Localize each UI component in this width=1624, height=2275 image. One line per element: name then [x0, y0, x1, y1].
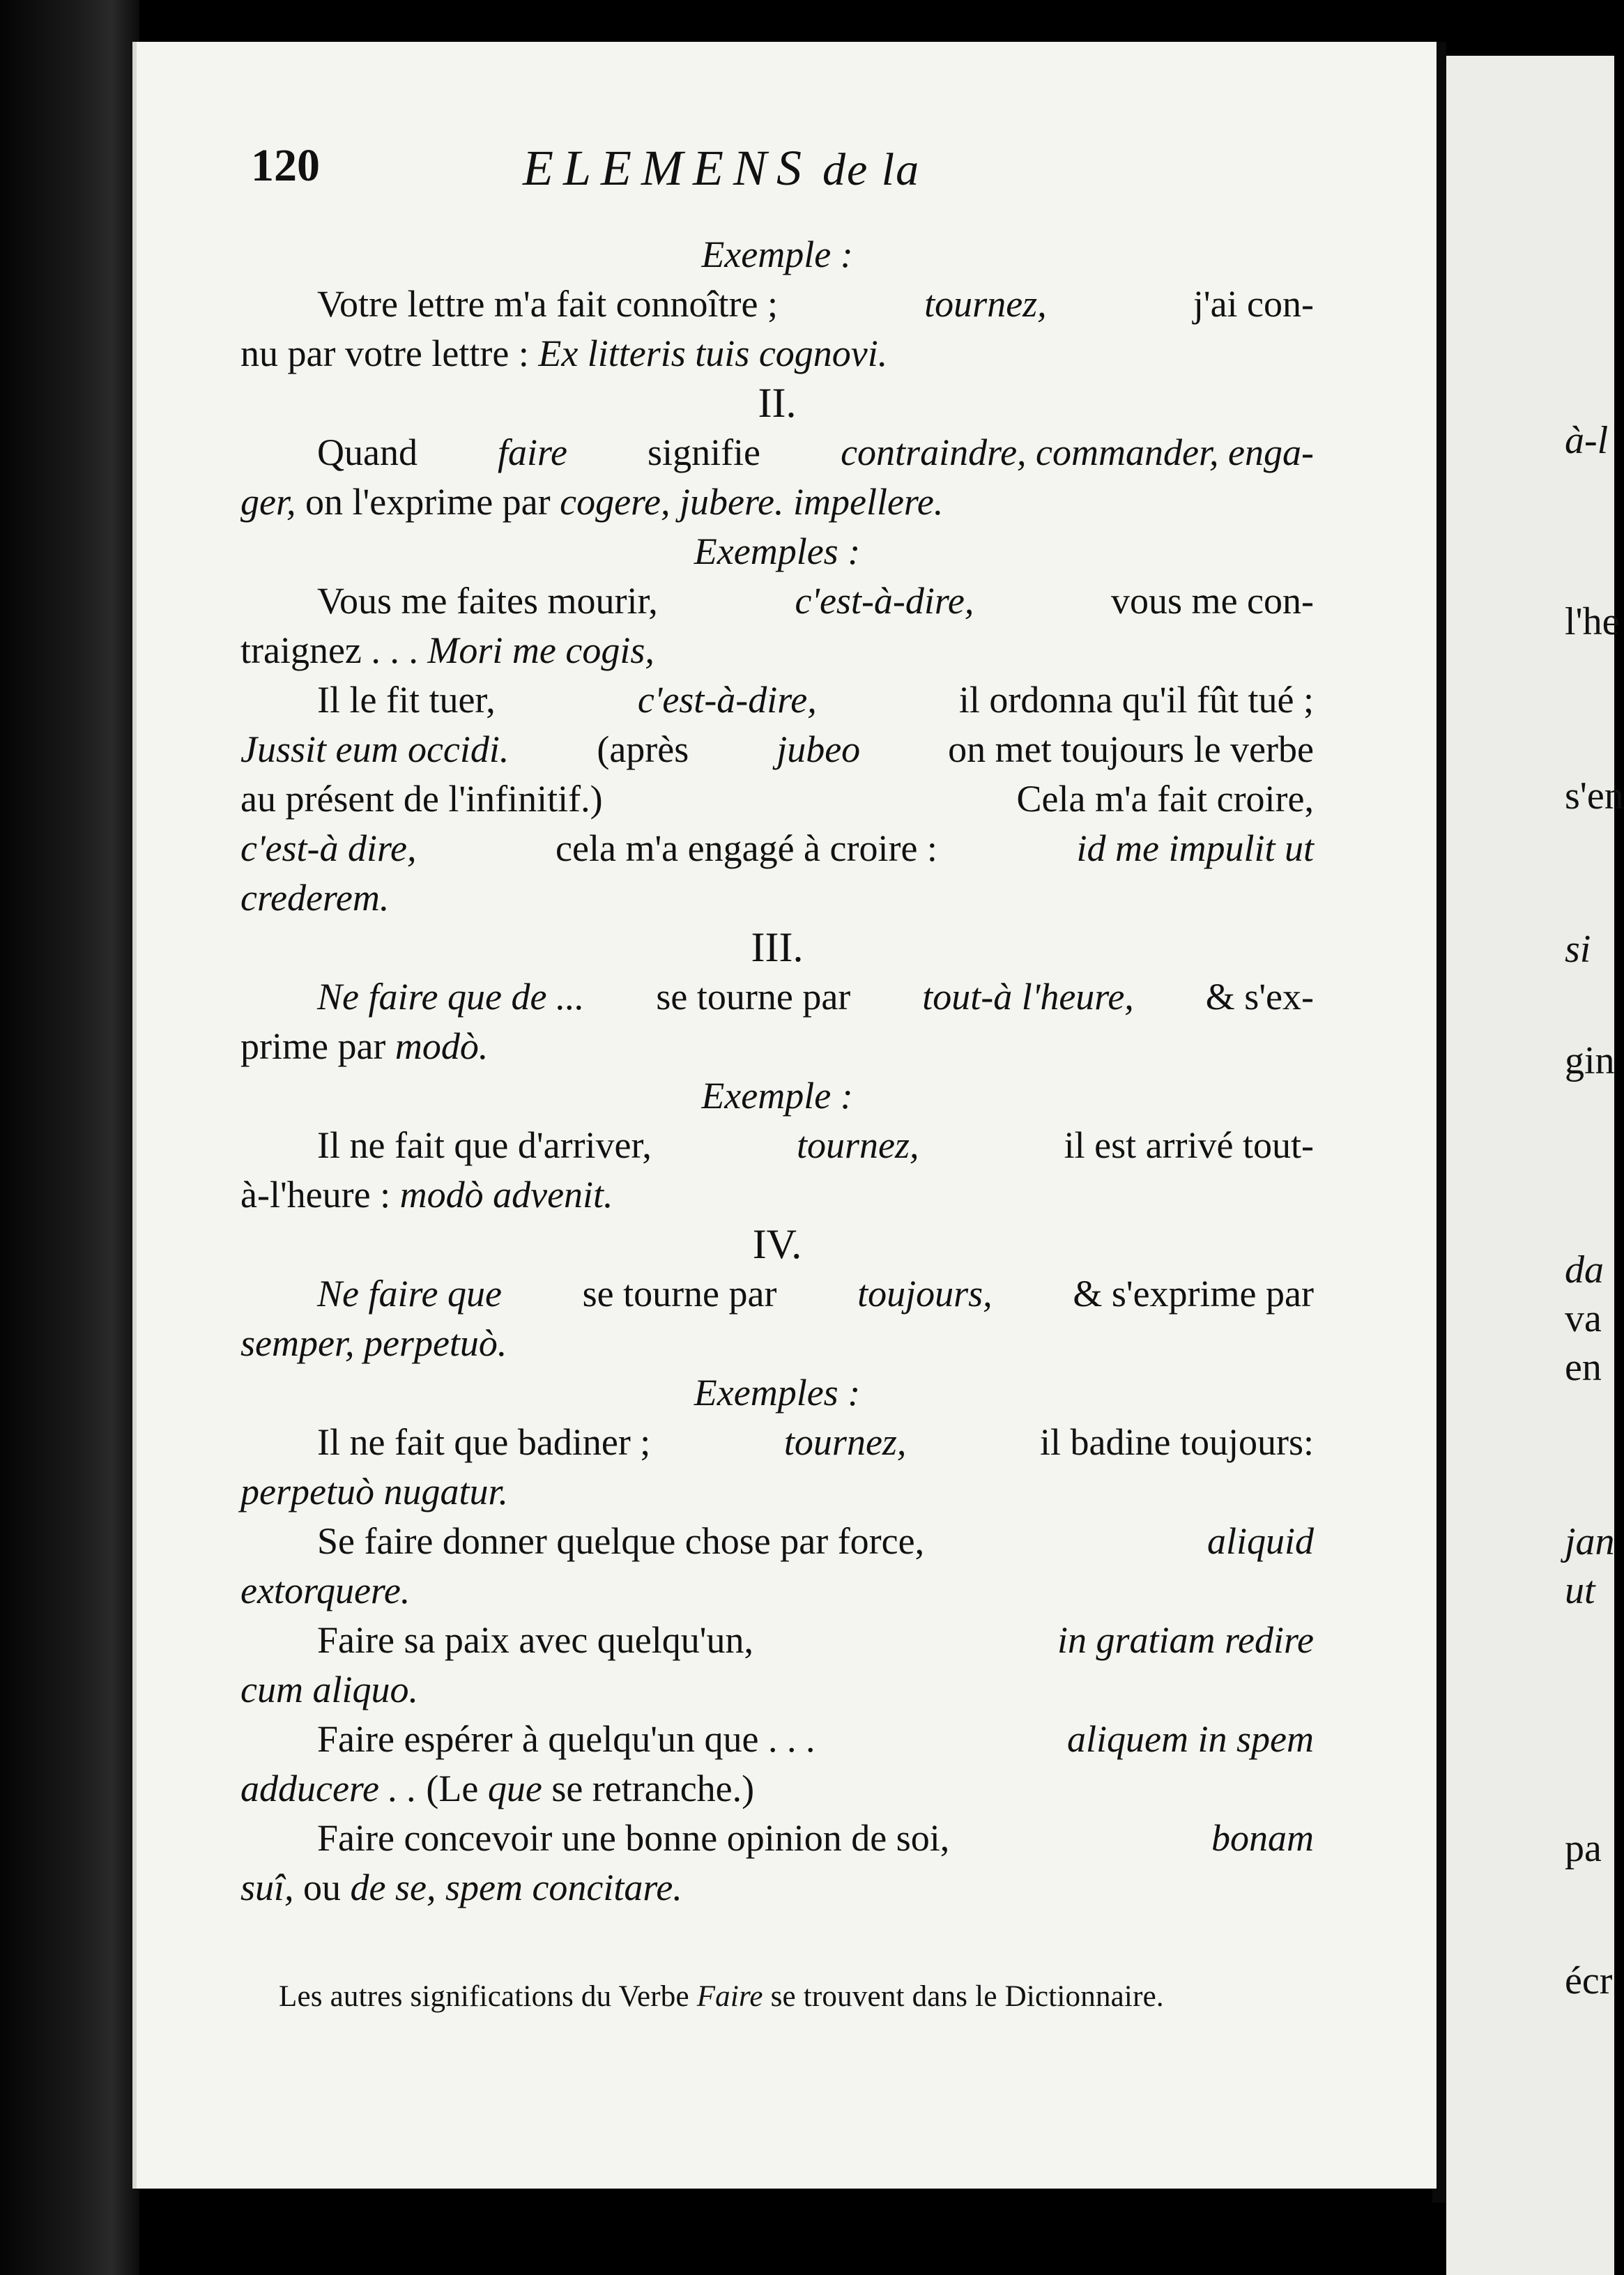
text-line: crederem. — [240, 877, 390, 919]
facing-fragment: si — [1565, 928, 1591, 971]
text-line: cum aliquo. — [240, 1669, 418, 1710]
section-number: III. — [751, 924, 804, 970]
facing-fragment: s'en — [1565, 774, 1624, 818]
facing-fragment: à-l — [1565, 419, 1609, 462]
book-edge — [0, 0, 139, 2275]
text-line: prime par modò. — [240, 1025, 489, 1067]
example-heading: Exemple : — [701, 1075, 853, 1117]
facing-page — [1446, 56, 1624, 2275]
footnote: Les autres significations du Verbe Faire se trouvent dans le Dictionnaire. — [279, 1980, 1164, 2013]
text-line: Vous me faites mourir, c'est-à-dire, vous me con- — [317, 580, 1314, 622]
text-line: perpetuò nugatur. — [240, 1471, 508, 1512]
text-line: Ne faire que de ... se tourne par tout-à l'heure, & s'ex- — [317, 976, 1314, 1018]
text-line: Votre lettre m'a fait connoître ; tournez, j'ai con- — [317, 283, 1314, 325]
text-line: à-l'heure : modò advenit. — [240, 1174, 613, 1216]
text-line: extorquere. — [240, 1570, 411, 1611]
facing-fragment: écr — [1565, 1959, 1613, 2002]
section-number: IV. — [752, 1221, 802, 1267]
example-heading: Exemples : — [694, 1372, 861, 1414]
text-line: Faire concevoir une bonne opinion de soi, bonam — [317, 1817, 1314, 1859]
facing-fragment: gin — [1565, 1039, 1615, 1082]
text-line: Il ne fait que badiner ; tournez, il badine toujours: — [317, 1421, 1314, 1463]
text-line: au présent de l'infinitif.) Cela m'a fait croire, — [240, 778, 1314, 820]
facing-fragment: da — [1565, 1248, 1604, 1292]
page-header — [251, 139, 1436, 202]
facing-fragment: pa — [1565, 1827, 1602, 1870]
facing-fragment: en — [1565, 1346, 1602, 1389]
text-line: Il le fit tuer, c'est-à-dire, il ordonna qu'il fût tué ; — [317, 679, 1314, 721]
text-line: c'est-à dire, cela m'a engagé à croire : id me impulit ut — [240, 827, 1314, 869]
facing-fragment: va — [1565, 1297, 1602, 1340]
section-number: II. — [758, 380, 797, 426]
text-line: ger, on l'exprime par cogere, jubere. impellere. — [240, 481, 944, 523]
running-title: ELEMENS de la — [523, 140, 921, 196]
facing-fragment: l'he — [1565, 600, 1620, 643]
text-line: Il ne fait que d'arriver, tournez, il est arrivé tout- — [317, 1124, 1314, 1166]
text-line: Ne faire que se tourne par toujours, & s'exprime par — [317, 1273, 1314, 1315]
text-line: Quand faire signifie contraindre, commander, enga- — [317, 431, 1314, 473]
text-line: Se faire donner quelque chose par force, aliquid — [317, 1520, 1314, 1562]
text-line: Faire espérer à quelqu'un que . . . aliquem in spem — [317, 1718, 1314, 1760]
text-line: adducere . . (Le que se retranche.) — [240, 1768, 755, 1809]
text-line: traignez . . . Mori me cogis, — [240, 629, 654, 671]
text-line: Faire sa paix avec quelqu'un, in gratiam redire — [317, 1619, 1314, 1661]
text-line: suî, ou de se, spem concitare. — [240, 1867, 682, 1908]
facing-fragment: jan — [1565, 1520, 1615, 1563]
text-line: nu par votre lettre : Ex litteris tuis cognovi. — [240, 332, 888, 374]
facing-fragment: ut — [1565, 1569, 1595, 1612]
page-number: 120 — [251, 140, 320, 191]
text-line: semper, perpetuò. — [240, 1322, 507, 1364]
text-line: Jussit eum occidi. (après jubeo on met toujours le verbe — [240, 728, 1314, 770]
running-title-tail: de la — [822, 144, 921, 195]
example-heading: Exemples : — [694, 530, 861, 572]
example-heading: Exemple : — [701, 233, 853, 275]
page-body — [240, 230, 1314, 1913]
